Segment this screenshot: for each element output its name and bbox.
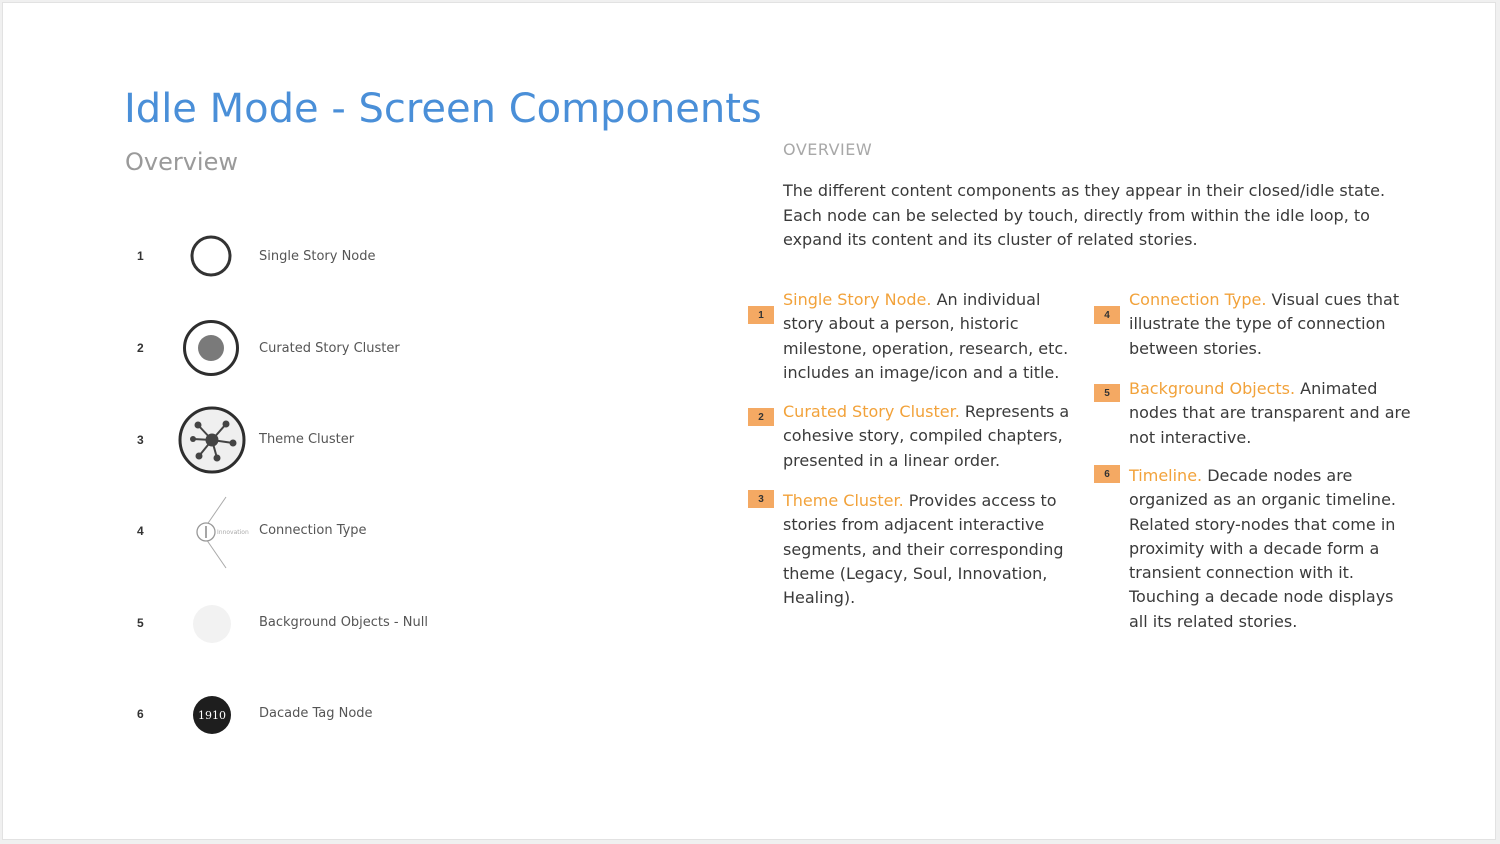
desc-tag-6: 6 [1094,465,1120,483]
page-subtitle: Overview [125,148,238,176]
desc-name: Background Objects. [1129,379,1296,398]
desc-curated-story-cluster [783,400,1073,473]
desc-name: Theme Cluster. [783,491,904,510]
svg-text:1910: 1910 [198,709,226,722]
legend-label-6: Dacade Tag Node [259,706,373,721]
desc-text: Provides access to stories from adjacent interactive segments, and their corresponding theme (Legacy, Soul, Innovation, Healing). [783,491,1064,608]
legend-label-2: Curated Story Cluster [259,341,400,356]
legend-tag-5: 5 [124,613,162,633]
desc-theme-cluster [783,489,1073,610]
legend-label-4: Connection Type [259,523,367,538]
desc-text: An individual story about a person, historic milestone, operation, research, etc. includes an image/icon and a title. [783,290,1069,382]
desc-single-story-node [783,288,1073,385]
single-story-node-icon [189,234,233,278]
desc-text: Represents a cohesive story, compiled chapters, presented in a linear order. [783,402,1070,470]
legend-tag-6: 6 [124,704,162,724]
background-object-icon [191,603,233,645]
legend-tag-2: 2 [124,338,162,358]
legend-tag-4: 4 [124,521,162,541]
legend-label-5: Background Objects - Null [259,615,428,630]
curated-story-cluster-icon [182,319,240,377]
desc-text: Visual cues that illustrate the type of connection between stories. [1129,290,1400,358]
desc-name: Single Story Node. [783,290,932,309]
legend-label-1: Single Story Node [259,249,376,264]
desc-timeline [1129,464,1414,634]
desc-text: Animated nodes that are transparent and are not interactive. [1129,379,1411,447]
desc-tag-2: 2 [748,408,774,426]
desc-name: Curated Story Cluster. [783,402,960,421]
desc-connection-type [1129,288,1414,361]
desc-text: Decade nodes are organized as an organic timeline. Related story-nodes that come in proximity with a decade form a transient connection with it. Touching a decade node displays all its related stories. [1129,466,1396,631]
svg-text:Innovation: Innovation [217,529,249,536]
theme-cluster-icon [177,405,247,475]
intro-paragraph: The different content components as they appear in their closed/idle state. Each node can be selected by touch, directly from within the idle loop, to expand its content and its cluster of related stories. [783,181,1386,249]
desc-tag-3: 3 [748,490,774,508]
desc-tag-4: 4 [1094,306,1120,324]
desc-name: Timeline. [1129,466,1203,485]
page-title: Idle Mode - Screen Components [124,86,762,132]
legend-label-3: Theme Cluster [259,432,355,447]
overview-heading: OVERVIEW [783,140,873,159]
legend-tag-1: 1 [124,246,162,266]
desc-tag-5: 5 [1094,384,1120,402]
connection-type-icon [190,494,256,570]
decade-tag-node-icon [191,694,233,736]
legend-tag-3: 3 [124,430,162,450]
desc-name: Connection Type. [1129,290,1267,309]
desc-background-objects [1129,377,1414,450]
desc-tag-1: 1 [748,306,774,324]
